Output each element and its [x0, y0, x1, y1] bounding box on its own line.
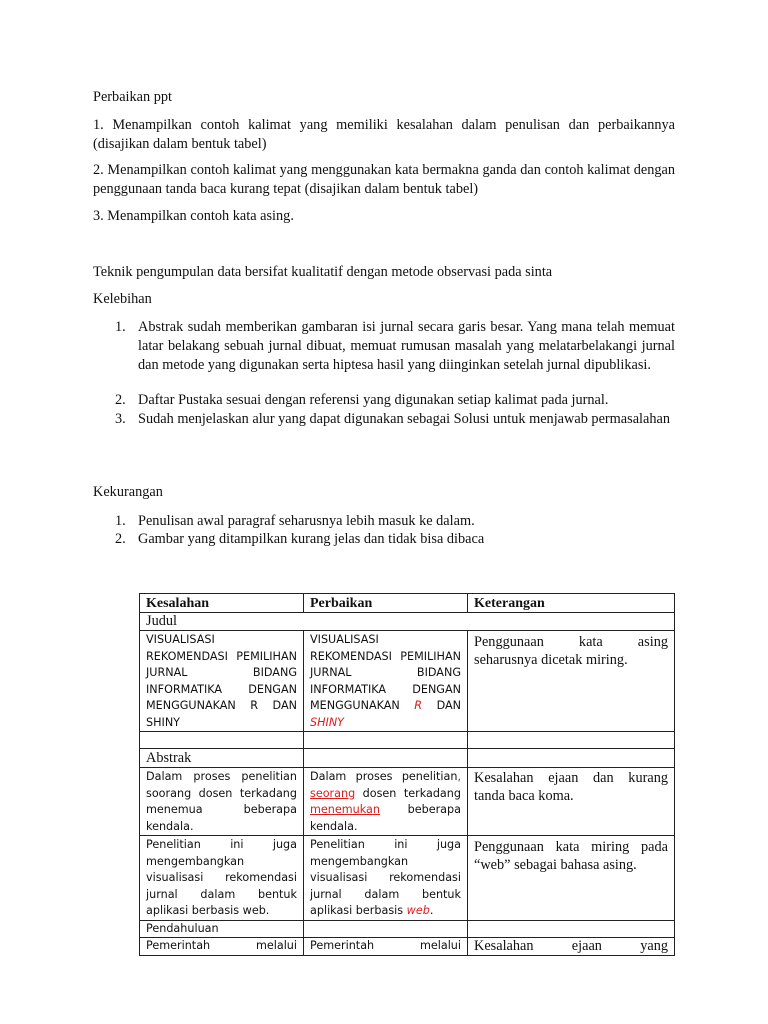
list-number: 1.: [115, 319, 126, 335]
highlight-web: web: [406, 904, 430, 917]
list-text: Abstrak sudah memberikan gambaran isi jurnal secara garis besar. Yang mana telah memuat latar belakang sebuah jurnal dibuat, memuat rumusan masalah yang melatarbelakangi jurnal dan metode yang digunakan serta hiptesa hasil yang diinginkan setelah jurnal dipublikasi.: [138, 319, 675, 373]
table-row: [140, 836, 675, 921]
kekurangan-item-2: [115, 530, 675, 549]
cell-keterangan: Kesalahan ejaan yang: [468, 938, 675, 956]
teknik-paragraph: Teknik pengumpulan data bersifat kualitatif dengan metode observasi pada sinta: [93, 264, 553, 280]
table-row: [140, 631, 675, 732]
header-keterangan: Keterangan: [468, 594, 675, 613]
section-label-pendahuluan: Pendahuluan: [140, 920, 304, 938]
cell-kesalahan: Dalam proses penelitian soorang dosen terkadang menemua beberapa kendala.: [140, 768, 304, 836]
list-text: Sudah menjelaskan alur yang dapat digunakan sebagai Solusi untuk menjawab permasalahan: [138, 411, 671, 427]
empty-cell: [468, 920, 675, 938]
cell-keterangan: Kesalahan ejaan dan kurang tanda baca koma.: [468, 768, 675, 836]
cell-kesalahan: Pemerintah melalui: [140, 938, 304, 956]
section-row-judul: [140, 613, 675, 631]
ppt-item-3: 3. Menampilkan contoh kata asing.: [93, 208, 294, 224]
list-number: 3.: [115, 411, 126, 427]
kekurangan-item-1: [115, 512, 675, 531]
cell-kesalahan: Penelitian ini juga mengembangkan visualisasi rekomendasi jurnal dalam bentuk aplikasi berbasis web.: [140, 836, 304, 921]
cell-perbaikan: [304, 768, 468, 836]
perbaikan-dan: DAN: [422, 699, 462, 712]
highlight-shiny: SHINY: [310, 715, 345, 729]
perbaikan-text: Dalam proses penelitian: [310, 770, 458, 783]
empty-cell: [304, 920, 468, 938]
list-text: Penulisan awal paragraf seharusnya lebih masuk ke dalam.: [138, 513, 475, 529]
table-row: [140, 938, 675, 956]
kelebihan-item-1: [115, 318, 675, 390]
empty-cell: [468, 749, 675, 768]
perbaikan-text: VISUALISASI REKOMENDASI PEMILIHAN JURNAL BIDANG INFORMATIKA DENGAN MENGGUNAKAN: [310, 633, 461, 712]
cell-keterangan: Penggunaan kata asing seharusnya dicetak miring.: [468, 631, 675, 732]
cell-perbaikan: Pemerintah melalui: [304, 938, 468, 956]
cell-kesalahan: VISUALISASI REKOMENDASI PEMILIHAN JURNAL BIDANG INFORMATIKA DENGAN MENGGUNAKAN R DAN SHINY: [140, 631, 304, 732]
revision-table: [139, 593, 675, 956]
header-perbaikan: Perbaikan: [304, 594, 468, 613]
cell-perbaikan: [304, 836, 468, 921]
empty-cell: [304, 749, 468, 768]
perbaikan-text: beberapa kendala.: [310, 803, 461, 833]
empty-row: [140, 732, 675, 749]
kekurangan-title: Kekurangan: [93, 484, 163, 500]
section-row-abstrak: [140, 749, 675, 768]
kelebihan-title: Kelebihan: [93, 291, 152, 307]
empty-cell: [140, 732, 304, 749]
page-heading: Perbaikan ppt: [93, 89, 173, 105]
ppt-item-2: 2. Menampilkan contoh kalimat yang menggunakan kata bermakna ganda dan contoh kalimat dengan penggunaan tanda baca kurang tepat (disajikan dalam bentuk tabel): [93, 162, 675, 197]
highlight-seorang: seorang: [310, 786, 356, 800]
cell-keterangan: Penggunaan kata miring pada “web” sebagai bahasa asing.: [468, 836, 675, 921]
empty-cell: [304, 732, 468, 749]
list-number: 1.: [115, 513, 126, 529]
table-header-row: [140, 594, 675, 613]
empty-cell: [468, 732, 675, 749]
ppt-item-1: 1. Menampilkan contoh kalimat yang memiliki kesalahan dalam penulisan dan perbaikannya (disajikan dalam bentuk tabel): [93, 117, 675, 152]
header-kesalahan: Kesalahan: [140, 594, 304, 613]
perbaikan-dot: .: [429, 904, 434, 917]
section-label-abstrak: Abstrak: [140, 749, 304, 768]
section-row-pendahuluan: [140, 920, 675, 938]
list-text: Daftar Pustaka sesuai dengan referensi yang digunakan setiap kalimat pada jurnal.: [138, 392, 609, 408]
list-number: 2.: [115, 531, 126, 547]
list-text: Gambar yang ditampilkan kurang jelas dan tidak bisa dibaca: [138, 531, 485, 547]
cell-perbaikan: [304, 631, 468, 732]
highlight-menemukan: menemukan: [310, 803, 380, 816]
kelebihan-item-2: [115, 391, 675, 410]
list-number: 2.: [115, 392, 126, 408]
highlight-r: R: [414, 699, 423, 712]
highlight-comma: ,: [457, 770, 461, 783]
perbaikan-text: Penelitian ini juga mengembangkan visualisasi rekomendasi jurnal dalam bentuk aplikasi berbasis: [310, 838, 461, 917]
section-label-judul: Judul: [140, 613, 675, 631]
kelebihan-item-3: [115, 410, 675, 448]
perbaikan-text: dosen terkadang: [355, 786, 461, 800]
table-row: [140, 768, 675, 836]
